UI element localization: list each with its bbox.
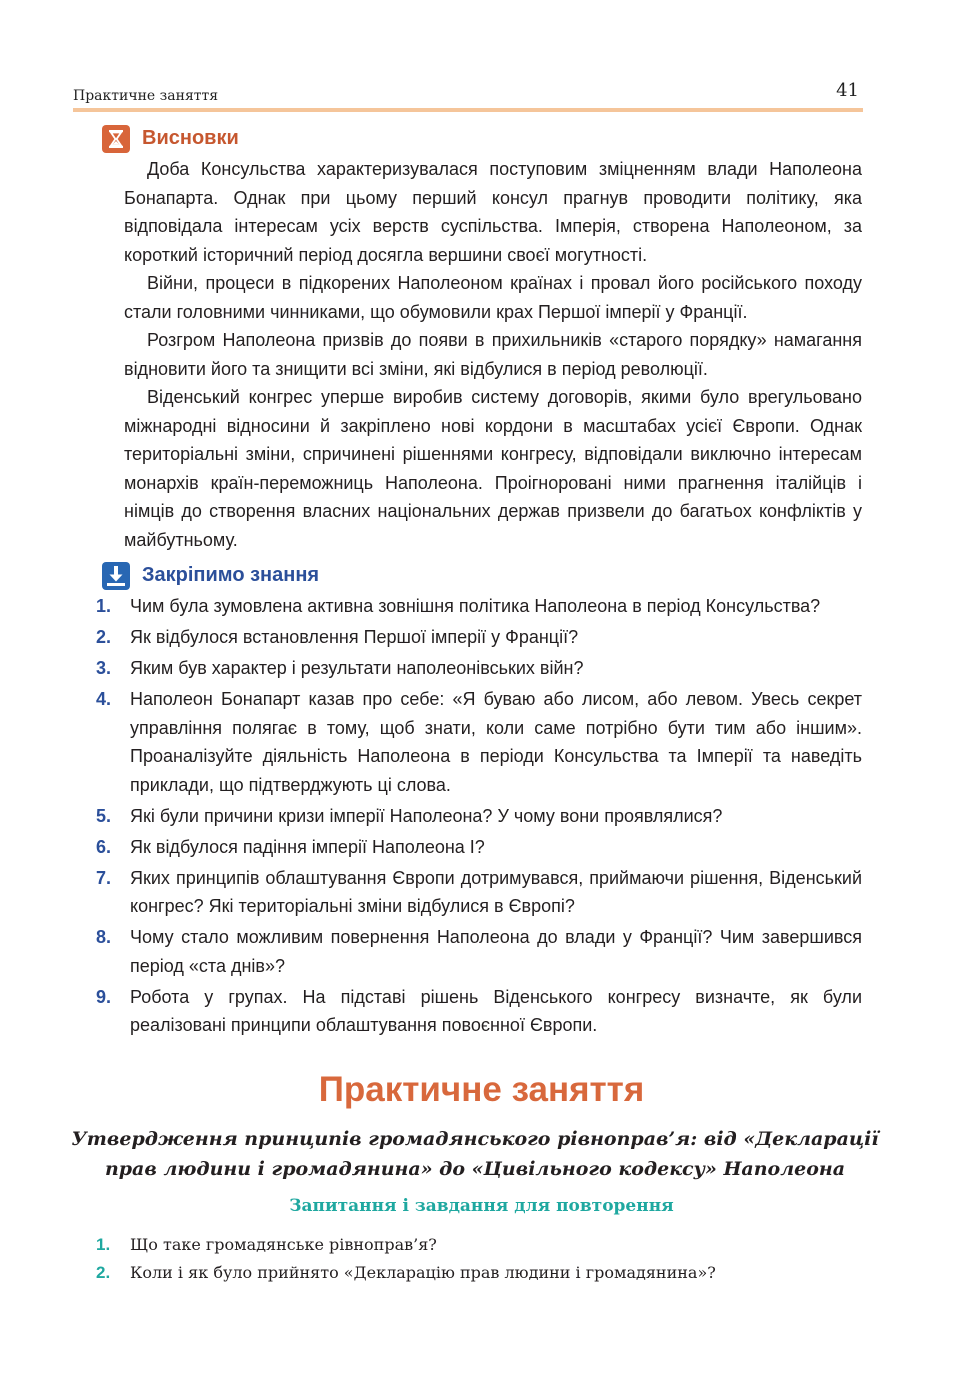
question-text: Чим була зумовлена активна зовнішня політика Наполеона в період Консульства? [130,596,821,616]
list-item [96,623,862,652]
list-item [96,654,862,683]
question-text: Чому стало можливим повернення Наполеона до влади у Франції? Чим завершився період «ста днів»? [130,927,862,976]
list-item [96,983,862,1040]
list-item [96,685,862,799]
question-text: Які були причини кризи імперії Наполеона? У чому вони проявлялися? [130,805,723,826]
practical-title: Практичне заняття [318,1070,645,1109]
question-text: Як відбулося встановлення Першої імперії у Франції? [130,627,579,647]
question-number: 1. [96,1235,111,1254]
review-questions [96,1231,862,1287]
conclusions-paragraph: Віденський конгрес уперше виробив систему договорів, якими було врегульовано міжнародні відносини й закріплено нові кордони в масштабах усієї Європи. Однак територіальні зміни, спричинені рішеннями конгресу, відповідали виключно інтересам монархів країн-переможниць Наполеона. Проігноровані ними прагнення італійців і німців до створення власних національних держав призвели до багатьох конфліктів у майбутньому. [124,387,862,550]
running-header-title: Практичне заняття [73,88,219,104]
question-text: Яких принципів облаштування Європи дотримувався, приймаючи рішення, Віденський конгрес? Які територіальні зміни відбулися в Європі? [130,867,862,916]
page-number: 41 [836,80,859,101]
question-number: 8. [96,927,112,947]
hourglass-icon [102,125,130,153]
conclusions-title: Висновки [142,127,239,149]
conclusions-paragraph: Війни, процеси в підкорених Наполеоном країнах і провал його російського походу стали головними чинниками, що обумовили крах Першої імперії у Франції. [124,273,862,322]
review-heading: Запитання і завдання для повторення [289,1196,674,1216]
reinforce-title: Закріпимо знання [142,564,320,586]
download-arrow-icon [102,562,130,590]
reinforce-heading [102,562,422,590]
question-number: 6. [96,836,112,857]
question-text: Як відбулося падіння імперії Наполеона I? [130,836,485,857]
conclusions-paragraph: Доба Консульства характеризувалася поступовим зміцненням влади Наполеона Бонапарта. Однак при цьому перший консул прагнув проводити політику, яка відповідала інтересам усіх верств суспільства. Імперія, створена Наполеоном, за короткий історичний період досягла вершини своєї могутності. [124,159,862,265]
list-item [96,802,862,831]
list-item [96,1231,862,1259]
question-number: 7. [96,867,112,888]
reinforce-questions [96,592,862,1042]
list-item [96,864,862,921]
question-number: 2. [96,1263,111,1282]
list-item [96,592,862,621]
question-text: Коли і як було прийнято «Декларацію прав людини і громадянина»? [130,1263,716,1282]
conclusions-paragraph: Розгром Наполеона призвів до появи в прихильників «старого порядку» намагання відновити його та знищити всі зміни, які відбулися в період революції. [124,330,862,379]
header-divider [73,108,863,112]
question-text: Робота у групах. На підставі рішень Віденського конгресу визначте, як були реалізовані принципи облаштування повоєнної Європи. [130,986,862,1035]
question-number: 3. [96,658,112,678]
list-item [96,833,862,862]
list-item [96,1259,862,1287]
question-number: 9. [96,986,112,1007]
question-number: 5. [96,805,112,826]
question-number: 1. [96,596,112,616]
question-number: 4. [96,689,112,709]
conclusions-body [124,155,862,554]
question-number: 2. [96,627,112,647]
practical-subtitle: Утвердження принципів громадянського рівноправ’я: від «Декларації прав людини і громадянина» до «Цивільного кодексу» Наполеона [71,1128,879,1180]
question-text: Яким був характер і результати наполеонівських війн? [130,658,584,678]
running-header [73,80,863,114]
question-text: Що таке громадянське рівноправ’я? [130,1235,437,1254]
question-text: Наполеон Бонапарт казав про себе: «Я буваю або лисом, або левом. Увесь секрет управління полягає в тому, щоб знати, коли саме потрібно бути тим або іншим». Проаналізуйте діяльність Наполеона в періоди Консульства та Імперії та наведіть приклади, що підтверджують ці слова. [130,689,862,795]
list-item [96,923,862,980]
conclusions-heading [102,125,402,153]
